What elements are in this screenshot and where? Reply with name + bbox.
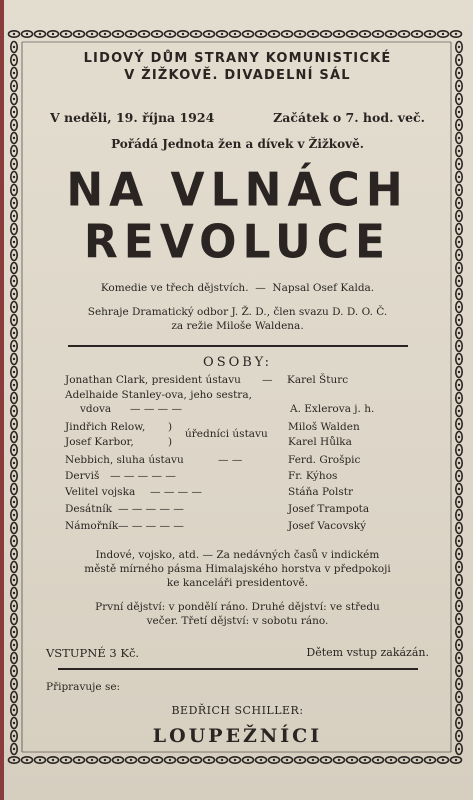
cast-role: Josef Karbor,	[65, 436, 134, 448]
cast-role: Derviš	[65, 470, 100, 482]
upcoming-title: LOUPEŽNÍCI	[152, 725, 323, 747]
acts-line-1: První dějství: v pondělí ráno. Druhé dějství: ve středu	[95, 601, 380, 613]
admission-row	[40, 646, 435, 660]
upcoming-author: BEDŘICH SCHILLER:	[171, 704, 304, 717]
director: za režie Miloše Waldena.	[171, 320, 304, 332]
date: V neděli, 19. října 1924	[50, 110, 215, 125]
cast-role: vdova	[80, 403, 112, 415]
acts-line-2: večer. Třetí dějství: v sobotu ráno.	[146, 615, 329, 627]
setting-line-2: městě mírného pásma Himalajského horstva v předpokoji	[84, 563, 391, 575]
admission-price: VSTUPNÉ 3 Kč.	[46, 646, 140, 660]
title-line-2: REVOLUCE	[83, 215, 392, 270]
cast-bracket: )	[168, 421, 173, 433]
cast-heading: OSOBY:	[203, 355, 272, 370]
cast-dash: — — — — —	[118, 503, 184, 515]
cast-role: Jonathan Clark, president ústavu	[65, 374, 241, 386]
poster-content	[40, 50, 435, 747]
cast-actor: Fr. Kýhos	[288, 470, 338, 482]
cast-role: Adelhaide Stanley-ova, jeho sestra,	[65, 389, 252, 401]
title-line-1: NA VLNÁCH	[66, 163, 409, 218]
cast-actor: Miloš Walden	[288, 421, 360, 433]
performed-by: Sehraje Dramatický odbor J. Ž. D., člen svazu D. D. O. Č.	[87, 306, 388, 318]
cast-actor: Josef Vacovský	[288, 520, 367, 532]
cast-list	[40, 374, 435, 538]
cast-dash: — — — —	[130, 403, 183, 415]
venue-line-1: LIDOVÝ DŮM STRANY KOMUNISTICKÉ	[83, 51, 392, 66]
cast-bracket: )	[168, 436, 173, 448]
subtitle	[40, 281, 435, 295]
divider-top	[68, 345, 408, 347]
cast-actor: Ferd. Grošpic	[288, 454, 361, 466]
venue-line-2: V ŽIŽKOVĚ. DIVADELNÍ SÁL	[124, 68, 351, 83]
subtitle-author: Napsal Osef Kalda.	[272, 282, 375, 294]
children-notice: Dětem vstup zakázán.	[306, 646, 429, 659]
setting-line-1: Indové, vojsko, atd. — Za nedávných časů v indickém	[95, 549, 380, 561]
cast-role: Jindřich Relow,	[65, 421, 146, 433]
cast-dash: —	[262, 374, 273, 386]
cast-actor: Stáňa Polstr	[288, 486, 353, 498]
cast-role: Námořník	[65, 520, 119, 532]
cast-actor: Karel Hůlka	[288, 436, 352, 448]
cast-dash: — —	[218, 454, 243, 466]
divider-bottom	[58, 668, 418, 670]
cast-dash: — — — —	[150, 486, 203, 498]
date-row	[40, 110, 435, 125]
cast-role: Nebbich, sluha ústavu	[65, 454, 184, 466]
subtitle-genre: Komedie ve třech dějstvích.	[100, 282, 249, 294]
upcoming-label: Připravuje se:	[46, 681, 121, 693]
subtitle-dash: —	[255, 282, 266, 294]
organizer: Pořádá Jednota žen a dívek v Žižkově.	[111, 137, 364, 151]
cast-actor: Josef Trampota	[288, 503, 370, 515]
cast-actor: A. Exlerova j. h.	[290, 403, 375, 415]
officials-label: úředníci ústavu	[185, 428, 268, 440]
cast-dash: — — — — —	[110, 470, 176, 482]
cast-actor: Karel Šturc	[287, 374, 349, 386]
start-time: Začátek o 7. hod. več.	[273, 110, 425, 125]
cast-role: Desátník	[65, 503, 112, 515]
cast-dash: — — — — —	[118, 520, 184, 532]
setting-line-3: ke kanceláři presidentově.	[166, 577, 309, 589]
cast-role: Velitel vojska	[65, 486, 136, 498]
